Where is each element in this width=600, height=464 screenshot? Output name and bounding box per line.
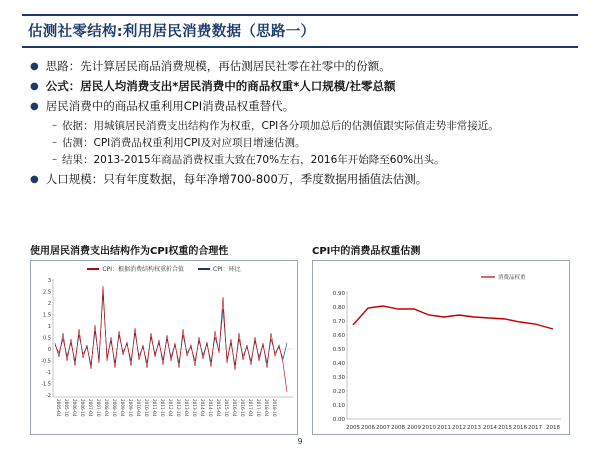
svg-text:2016: 2016 bbox=[513, 425, 527, 431]
dash-icon: – bbox=[52, 154, 57, 165]
svg-text:2018: 2018 bbox=[546, 425, 560, 431]
svg-text:2007-10: 2007-10 bbox=[96, 399, 101, 417]
bullet-dot-icon: ● bbox=[30, 81, 39, 92]
charts-row bbox=[30, 242, 570, 435]
svg-text:2017-10: 2017-10 bbox=[256, 399, 261, 417]
svg-text:2015: 2015 bbox=[498, 425, 512, 431]
svg-text:2017-04: 2017-04 bbox=[248, 399, 253, 417]
svg-text:2014-10: 2014-10 bbox=[208, 399, 213, 417]
svg-text:2016-10: 2016-10 bbox=[240, 399, 245, 417]
sub-bullet-text: 依据：用城镇居民消费支出结构作为权重，CPI各分项加总后的估测值跟实际值走势非常接近。 bbox=[62, 120, 499, 132]
svg-text:2011-04: 2011-04 bbox=[152, 399, 157, 417]
svg-text:消费品权重: 消费品权重 bbox=[498, 275, 526, 281]
legend-label: CPI：根据消费结构权重折合值 bbox=[102, 266, 184, 273]
svg-text:3: 3 bbox=[47, 278, 51, 284]
svg-text:2.5: 2.5 bbox=[43, 289, 51, 296]
bullet-text: 人口规模：只有年度数据，每年净增700-800万，季度数据用插值法估测。 bbox=[45, 172, 428, 186]
bullet-text-formula: 公式：居民人均消费支出*居民消费中的商品权重*人口规模/社零总额 bbox=[45, 79, 396, 93]
dash-icon: – bbox=[52, 120, 57, 131]
svg-text:2014-04: 2014-04 bbox=[200, 399, 205, 417]
content-body bbox=[30, 58, 572, 188]
sub-bullet-text: 估测：CPI消费品权重利用CPI及对应项目增速估测。 bbox=[62, 137, 306, 149]
svg-text:2007: 2007 bbox=[376, 425, 390, 431]
bullet-item bbox=[30, 98, 572, 115]
svg-text:2014: 2014 bbox=[483, 425, 497, 431]
bullet-dot-icon: ● bbox=[30, 174, 39, 185]
dash-icon: – bbox=[52, 137, 57, 148]
svg-text:2010-04: 2010-04 bbox=[136, 399, 141, 417]
legend-key-cpi-mom bbox=[198, 264, 241, 273]
svg-text:0.10: 0.10 bbox=[332, 403, 345, 409]
legend-label: CPI：环比 bbox=[213, 266, 241, 273]
svg-text:1.5: 1.5 bbox=[43, 312, 51, 319]
svg-text:-0.5: -0.5 bbox=[41, 358, 51, 365]
svg-text:2018-10: 2018-10 bbox=[272, 399, 277, 417]
svg-text:-2: -2 bbox=[46, 393, 51, 399]
svg-text:2017: 2017 bbox=[528, 425, 542, 431]
svg-text:2006: 2006 bbox=[361, 425, 375, 431]
svg-text:2015-10: 2015-10 bbox=[224, 399, 229, 417]
title-bar bbox=[22, 14, 578, 48]
sub-bullet-text: 结果：2013-2015年商品消费权重大致在70%左右，2016年开始降至60%出头。 bbox=[62, 154, 445, 166]
svg-text:2012: 2012 bbox=[452, 425, 466, 431]
svg-text:0.90: 0.90 bbox=[332, 291, 345, 297]
svg-text:0.30: 0.30 bbox=[332, 375, 345, 381]
svg-text:2006-10: 2006-10 bbox=[80, 399, 85, 417]
legend-swatch-icon bbox=[198, 268, 210, 270]
svg-text:2012-10: 2012-10 bbox=[176, 399, 181, 417]
svg-text:2013: 2013 bbox=[467, 425, 481, 431]
bullet-text: 思路：先计算居民商品消费规模，再估测居民社零在社零中的份额。 bbox=[45, 59, 391, 73]
bullet-item bbox=[30, 171, 572, 188]
chart-legend-right bbox=[481, 273, 526, 281]
svg-text:-1.5: -1.5 bbox=[41, 381, 51, 388]
svg-text:2010-10: 2010-10 bbox=[144, 399, 149, 417]
svg-text:2009-04: 2009-04 bbox=[120, 399, 125, 417]
svg-text:2005-10: 2005-10 bbox=[64, 399, 69, 417]
svg-text:2005: 2005 bbox=[346, 425, 360, 431]
bullet-dot-icon: ● bbox=[30, 61, 39, 72]
svg-text:0.80: 0.80 bbox=[332, 305, 345, 311]
bullet-item bbox=[30, 58, 572, 75]
svg-text:2006-04: 2006-04 bbox=[72, 399, 77, 417]
svg-text:2009: 2009 bbox=[407, 425, 421, 431]
sub-bullet-item bbox=[52, 152, 572, 168]
chart-legend-left bbox=[31, 261, 297, 273]
bullet-dot-icon: ● bbox=[30, 101, 39, 112]
sub-bullet-item bbox=[52, 135, 572, 151]
svg-text:2013-10: 2013-10 bbox=[192, 399, 197, 417]
sub-bullet-item bbox=[52, 118, 572, 134]
chart-svg-right bbox=[313, 261, 571, 436]
svg-text:2018-04: 2018-04 bbox=[264, 399, 269, 417]
svg-text:2013-04: 2013-04 bbox=[184, 399, 189, 417]
svg-text:0.40: 0.40 bbox=[332, 361, 345, 367]
page-title: 估测社零结构:利用居民消费数据（思路一） bbox=[28, 24, 316, 40]
svg-text:2009-10: 2009-10 bbox=[128, 399, 133, 417]
chart-cpi-weight-validity bbox=[30, 242, 298, 435]
svg-text:0.00: 0.00 bbox=[332, 417, 345, 423]
svg-text:2011-10: 2011-10 bbox=[160, 399, 165, 417]
svg-text:2007-04: 2007-04 bbox=[88, 399, 93, 417]
svg-text:0.20: 0.20 bbox=[332, 389, 345, 395]
svg-text:2: 2 bbox=[47, 301, 51, 307]
svg-text:0: 0 bbox=[47, 347, 51, 353]
svg-text:2008-10: 2008-10 bbox=[112, 399, 117, 417]
legend-swatch-icon bbox=[87, 268, 99, 270]
chart-frame-left bbox=[30, 260, 298, 435]
slide bbox=[0, 14, 600, 464]
svg-text:2010: 2010 bbox=[422, 425, 436, 431]
bullet-text: 居民消费中的商品权重利用CPI消费品权重替代。 bbox=[45, 99, 295, 113]
chart-svg-left bbox=[31, 273, 299, 431]
svg-text:0.5: 0.5 bbox=[43, 335, 51, 342]
svg-text:1: 1 bbox=[47, 324, 51, 330]
chart-cpi-goods-weight bbox=[312, 242, 570, 435]
chart-title-left: 使用居民消费支出结构作为CPI权重的合理性 bbox=[30, 246, 229, 257]
svg-text:-1: -1 bbox=[46, 370, 51, 376]
svg-text:0.60: 0.60 bbox=[332, 333, 345, 339]
page-number: 9 bbox=[297, 437, 303, 446]
svg-text:2015-04: 2015-04 bbox=[216, 399, 221, 417]
svg-text:2016-04: 2016-04 bbox=[232, 399, 237, 417]
chart-frame-right bbox=[312, 260, 570, 435]
chart-title-right: CPI中的消费品权重估测 bbox=[312, 246, 421, 257]
svg-text:2008-04: 2008-04 bbox=[104, 399, 109, 417]
legend-key-cpi-weighted bbox=[87, 264, 184, 273]
svg-text:2008: 2008 bbox=[391, 425, 405, 431]
svg-text:0.50: 0.50 bbox=[332, 347, 345, 353]
svg-text:0.70: 0.70 bbox=[332, 319, 345, 325]
bullet-item bbox=[30, 78, 572, 95]
svg-text:2005-04: 2005-04 bbox=[56, 399, 61, 417]
svg-text:2012-04: 2012-04 bbox=[168, 399, 173, 417]
svg-text:2011: 2011 bbox=[437, 425, 451, 431]
